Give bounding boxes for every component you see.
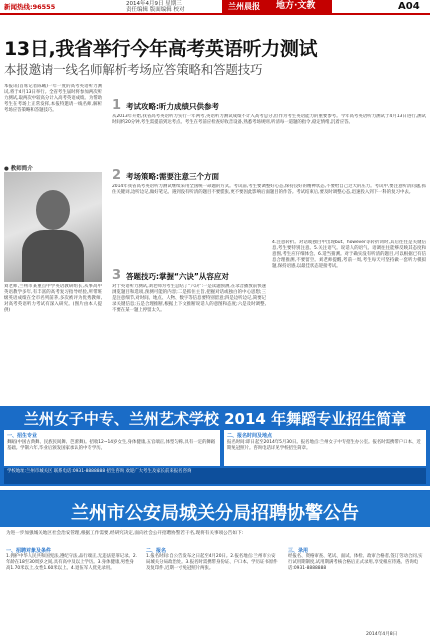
school-ad-contact-strip: 学校地址:兰州市城关区 联系电话:0931-8888888 招生咨询 欢迎广大考生及家长前来报名咨询	[4, 468, 426, 484]
police-ad-col3-text: 经报名、资格审查、笔试、面试、体检、政审合格者,签订劳动合同,实行试用期制度,试用期满考核合格后正式录用,享受相应待遇。咨询电话:0931-8888888	[288, 554, 423, 572]
police-ad-intro: 为进一步加强城关地区社会治安管理,根据工作需要,经研究决定,面向社会公开招聘协警若干名,现将有关事项公告如下:	[6, 531, 244, 536]
headline: 13日,我省举行今年高考英语听力测试	[4, 38, 318, 60]
section-number: 3	[112, 268, 122, 283]
masthead-rule	[0, 13, 430, 15]
police-ad-col1-text: 1.拥护中华人民共和国宪法,遵纪守法,品行端正,无违法犯罪记录。2.年龄在18至30周岁之间,具有高中及以上学历。3.身体健康,男性身高1.70米以上,女性1.60米以上。4.退伍军人优先录用。	[6, 554, 138, 572]
section-2-text: 2014年我省高考英语听力测试继续采用全国统一命题的方式。考试前,考生要调整好心态,保持良好的精神状态,不要给自己过大的压力。考试中,要注意听清问题,抓住关键词,边听边记,做好笔记。遇到没有听清的题目不要慌张,更不要因此影响后面题目的作答。考试结束后,要及时调整心态,迅速投入到下一科的复习中去。	[112, 184, 426, 196]
police-ad-column-2	[146, 547, 278, 637]
police-ad-col2-text: 1.报名时间:自公告发布之日起至4月20日。2.报名地点:兰州市公安局城关分局政治处。3.报名时需携带身份证、户口本、学历证书原件及复印件,近期一寸免冠照片两张。	[146, 554, 278, 572]
page-number: A04	[398, 1, 420, 12]
expert-label: ● 教师简介	[4, 166, 33, 172]
police-ad-title: 兰州市公安局城关分局招聘协警公告	[71, 503, 359, 524]
school-ad-right-heading: 二、报名时间及地点	[227, 433, 273, 439]
section-title: 考场策略:需要注意三个方面	[126, 172, 219, 181]
school-ad-right-box	[224, 430, 426, 466]
section-title: 考试攻略:听力成绩只供参考	[126, 102, 219, 111]
school-ad	[0, 406, 430, 486]
police-ad-date: 2014年4月8日	[366, 632, 398, 637]
police-ad-col1-heading: 一、招聘对象及条件	[6, 548, 52, 554]
section-number: 1	[112, 98, 122, 113]
subheadline: 本报邀请一线名师解析考场应答策略和答题技巧	[4, 62, 263, 77]
police-ad-column-1	[6, 547, 138, 637]
masthead	[0, 0, 430, 14]
section-1-text: 从2013年开始,我省高考英语听力实行一年两考,英语听力测试成绩不计入高考总分,但作为考生英语能力的重要参考。今年高考英语听力测试于4月13日进行,测试时间约20分钟,考生需提前到达考点。考生在考前应检查好收音设备,熟悉考场规则,听清每一道题的指令,稳定情绪,沉着应答。	[112, 114, 426, 126]
police-ad-col3-heading: 三、录用	[288, 548, 309, 554]
school-ad-left-heading: 一、招生专业	[7, 433, 38, 439]
section-heading-2	[112, 168, 426, 182]
school-ad-left-text: 舞蹈(中国古典舞、民族民间舞、芭蕾舞)。招收12~14岁女生,身体健康,五官端正,体型匀称,具有一定的舞蹈基础。学制六年,毕业后颁发国家承认的中专学历。	[7, 440, 216, 451]
photo-caption: 刘老师,兰州市某重点中学英语教研组长,从事高中英语教学多年,有丰富的高考复习指导经验,所带班级英语成绩在全市名列前茅,多次被评为优秀教师,对高考英语听力考试有深入研究。(图片由本人提供)	[4, 284, 102, 314]
brand-logo-text: 兰州晨报	[228, 2, 260, 11]
hotline: 新闻热线:96555	[4, 3, 56, 11]
school-ad-title: 兰州女子中专、兰州艺术学校 2014 年舞蹈专业招生简章	[23, 410, 407, 428]
section-3-text: 对于英语听力测试,刘老师为考生总结了“六诀”:一是读题预测,在录音播放前快速浏览题目和选项,预测可能的内容;二是抓住主旨,把握对话或独白的中心思想;三是注意细节,对时间、地点、人物、数字等信息要特别留意;四是边听边记,简要记录关键信息;五是合理推断,根据上下文推断说话人的意图和态度;六是及时调整,不要在某一题上停留太久。	[112, 284, 266, 314]
lead-paragraph: 本报讯(首席记者陈曦)一年一度的高考英语听力测试,将于4月13日举行。全省考生届时将参加两次听力测试,取两次中较高分计入高考英语成绩。为帮助考生在考场上正常发挥,本报特邀请一线名师,解析考场应答策略和答题技巧。	[4, 84, 102, 114]
teacher-photo	[4, 172, 102, 282]
school-ad-left-box	[4, 430, 220, 466]
section-title: 答题技巧:掌握“六诀”从容应对	[126, 272, 229, 281]
school-ad-right-text: 报名时间:即日起至2014年5月30日。报名地点:兰州女子中专招生办公室。报名时需携带户口本、近期免冠照片。咨询电话详见学校招生简章。	[227, 440, 421, 451]
date-text: 2014年4月9日 星期三	[126, 1, 182, 7]
police-ad-col2-heading: 二、报名	[146, 548, 167, 554]
section-heading-3	[112, 268, 266, 282]
photo-head	[36, 190, 70, 230]
section-name: 地方·文教	[276, 1, 316, 11]
police-ad	[0, 490, 430, 640]
continued-text: 4.注意转折。对话或独白中出现but、however等转折词时,其后往往是关键信息,考生要特别注意。5.关注语气。说话人的语气、语调往往能够反映其态度和意图,考生应仔细体会。6.适当猜测。对于确实没有听清的题目,可以根据已有信息合理推测,不要留空。刘老师提醒,考前一周,考生每天可坚持做一套听力模拟题,保持语感,以最佳状态迎接考试。	[272, 240, 426, 270]
photo-body	[22, 230, 84, 282]
police-ad-column-3	[288, 547, 424, 637]
editors-text: 责任编辑 版面编辑 校对	[126, 7, 185, 13]
section-number: 2	[112, 168, 122, 183]
section-heading-1	[112, 98, 426, 112]
date-line	[126, 1, 185, 13]
